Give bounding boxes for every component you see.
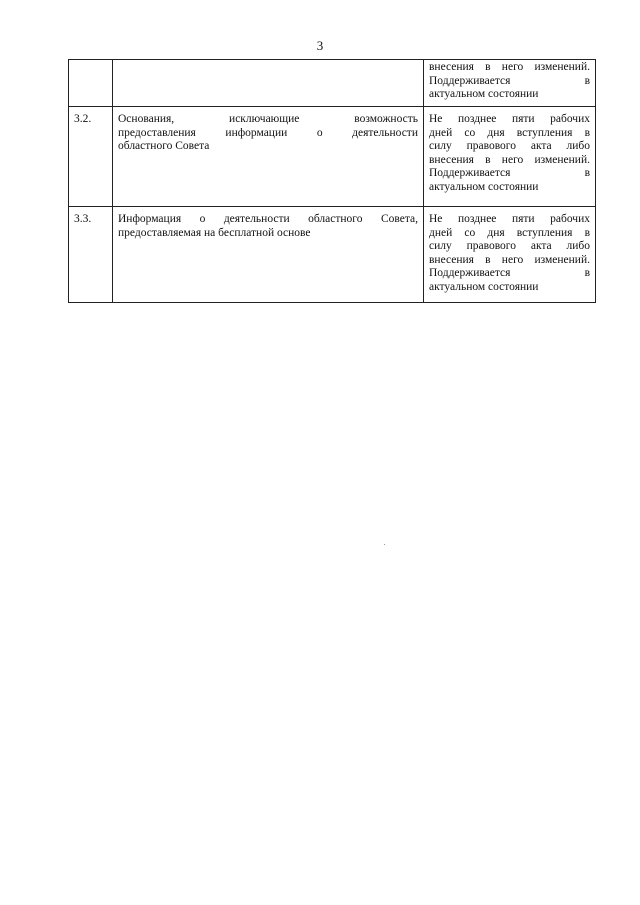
description-line: областного Совета xyxy=(118,140,210,153)
page-number: 3 xyxy=(316,38,324,53)
row-description-cell xyxy=(113,207,424,303)
term-line: Не позднее пяти рабочих xyxy=(429,113,590,125)
row-term-cell xyxy=(424,107,596,207)
row-number-cell xyxy=(69,60,113,107)
description-line: предоставляемая на бесплатной основе xyxy=(118,226,311,239)
row-number-cell: 3.2. xyxy=(69,107,113,207)
term-line: силу правового акта либо xyxy=(429,240,590,253)
term-line: актуальном состоянии xyxy=(429,180,539,193)
table-row xyxy=(69,107,596,207)
term-line: внесения в него изменений. xyxy=(429,253,590,266)
description-line: Основания, исключающие возможность xyxy=(118,113,418,125)
term-line: Не позднее пяти рабочих xyxy=(429,213,590,225)
term-line: Поддерживается в xyxy=(429,74,590,87)
row-description-cell xyxy=(113,107,424,207)
term-line: Поддерживается в xyxy=(429,267,590,280)
term-line: Поддерживается в xyxy=(429,167,590,180)
information-table xyxy=(68,59,596,303)
term-line: дней со дня вступления в xyxy=(429,126,590,139)
row-description-cell xyxy=(113,60,424,107)
table-row xyxy=(69,60,596,107)
table-row xyxy=(69,207,596,303)
scan-speck xyxy=(384,544,385,545)
term-line: дней со дня вступления в xyxy=(429,226,590,239)
term-line: силу правового акта либо xyxy=(429,140,590,153)
row-number-cell: 3.3. xyxy=(69,207,113,303)
description-line: Информация о деятельности областного Совета, xyxy=(118,213,418,225)
term-line: внесения в него изменений. xyxy=(429,153,590,166)
description-line: предоставления информации о деятельности xyxy=(118,126,418,139)
term-line: внесения в него изменений. xyxy=(429,61,590,73)
row-term-cell xyxy=(424,207,596,303)
term-line: актуальном состоянии xyxy=(429,88,539,101)
term-line: актуальном состоянии xyxy=(429,280,539,293)
row-term-cell xyxy=(424,60,596,107)
